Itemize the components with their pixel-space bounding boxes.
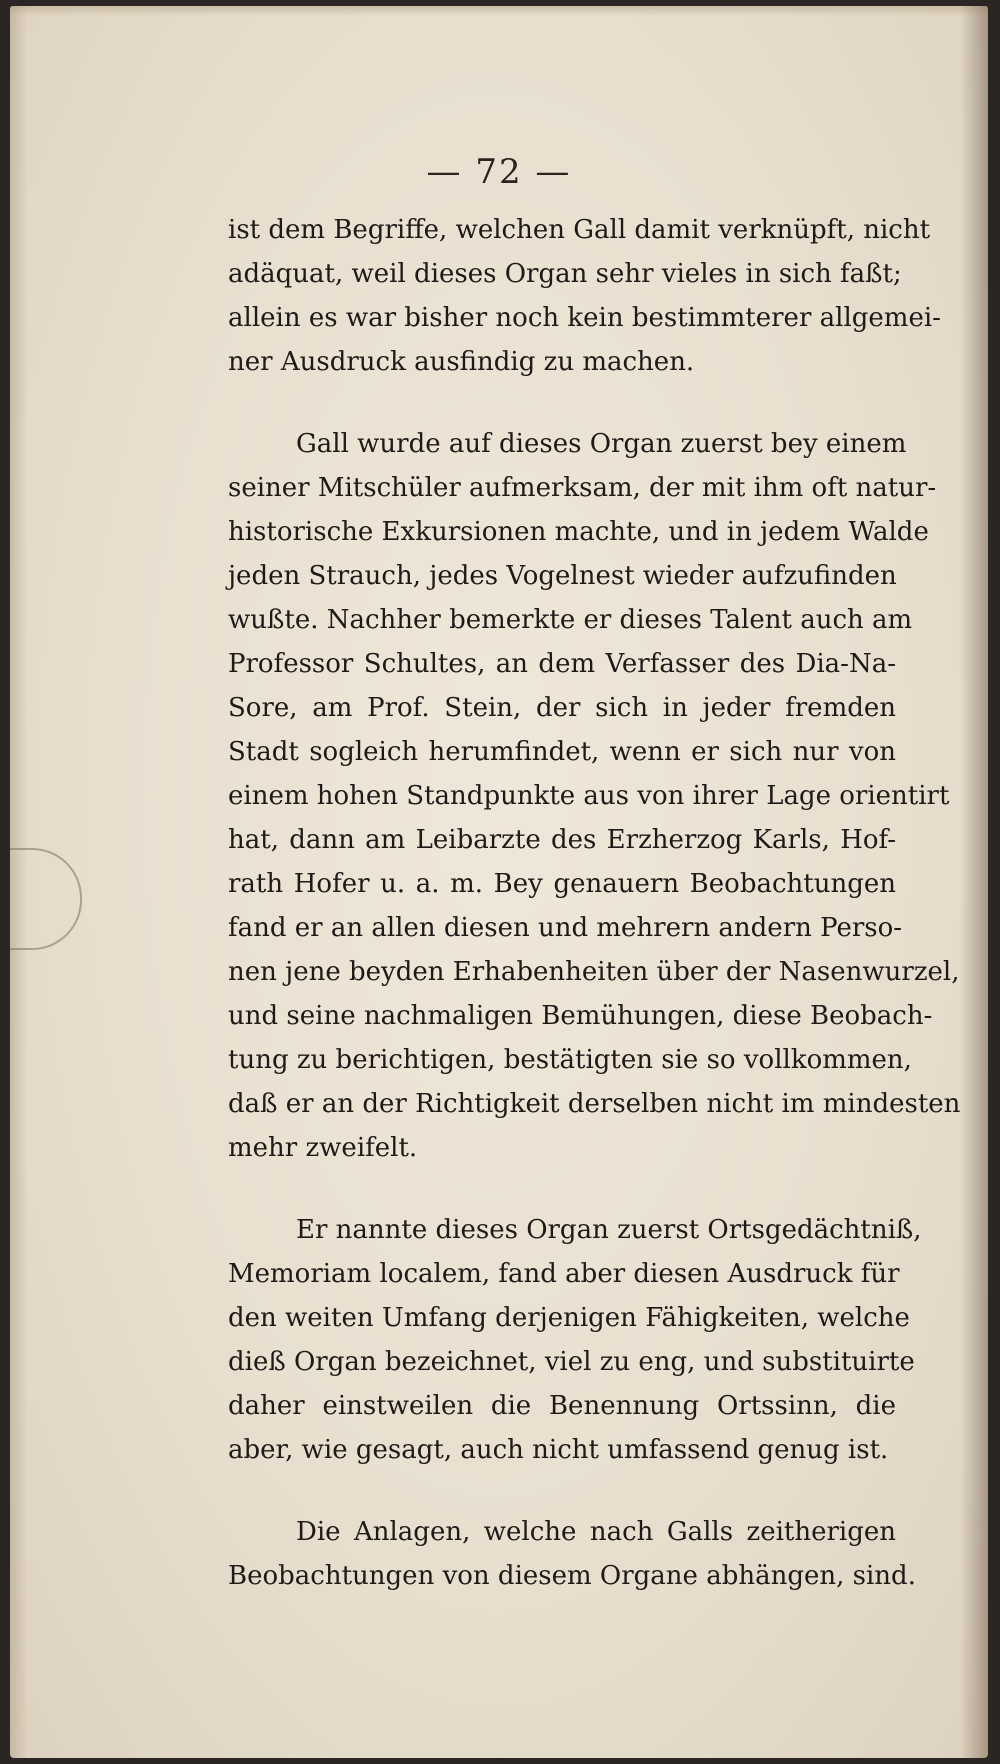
text-line: dieß Organ bezeichnet, viel zu eng, und substituirte [228, 1347, 915, 1377]
paragraph-gap [228, 1472, 896, 1510]
text-line: Sore, am Prof. Stein, der sich in jeder fremden [228, 693, 896, 723]
text-line: ist dem Begriffe, welchen Gall damit verknüpft, nicht [228, 215, 931, 245]
text-line: mehr zweifelt. [228, 1133, 418, 1163]
paragraph-gap [228, 384, 896, 422]
text-line: adäquat, weil dieses Organ sehr vieles in sich faßt; [228, 259, 902, 289]
text-line: und seine nachmaligen Bemühungen, diese Beobach- [228, 1001, 933, 1031]
paragraph-3 [228, 1208, 922, 1472]
text-line: ner Ausdruck ausfindig zu machen. [228, 347, 695, 377]
text-line: Professor Schultes, an dem Verfasser des Dia-Na- [228, 649, 896, 679]
paragraph-2 [228, 422, 961, 1170]
text-line: Memoriam localem, fand aber diesen Ausdruck für [228, 1259, 900, 1289]
page-clip-mark [10, 848, 82, 950]
text-line: jeden Strauch, jedes Vogelnest wieder aufzufinden [228, 561, 897, 591]
page-number: — 72 — [426, 152, 572, 192]
text-line: historische Exkursionen machte, und in jedem Walde [228, 517, 929, 547]
paragraph-1 [228, 208, 941, 384]
text-line: fand er an allen diesen und mehrern andern Perso- [228, 913, 903, 943]
paragraph-gap [228, 1170, 896, 1208]
text-line: Gall wurde auf dieses Organ zuerst bey einem [296, 429, 907, 459]
text-line: Beobachtungen von diesem Organe abhängen, sind. [228, 1561, 916, 1591]
text-line: allein es war bisher noch kein bestimmterer allgemei- [228, 303, 941, 333]
page-text-body [228, 208, 961, 1598]
text-line: den weiten Umfang derjenigen Fähigkeiten, welche [228, 1303, 910, 1333]
text-line: seiner Mitschüler aufmerksam, der mit ihm oft natur- [228, 473, 937, 503]
text-line: nen jene beyden Erhabenheiten über der Nasenwurzel, [228, 957, 960, 987]
text-line: aber, wie gesagt, auch nicht umfassend genug ist. [228, 1435, 889, 1465]
text-line: wußte. Nachher bemerkte er dieses Talent auch am [228, 605, 913, 635]
text-line: Stadt sogleich herumfindet, wenn er sich nur von [228, 737, 896, 767]
page-top-edge [10, 6, 988, 16]
book-page [10, 6, 988, 1758]
text-line: daher einstweilen die Benennung Ortssinn, die [228, 1391, 896, 1421]
text-line: rath Hofer u. a. m. Bey genauern Beobachtungen [228, 869, 896, 899]
text-line: einem hohen Standpunkte aus von ihrer Lage orientirt [228, 781, 950, 811]
text-line: hat, dann am Leibarzte des Erzherzog Karls, Hof- [228, 825, 896, 855]
page-gutter-shadow [960, 6, 988, 1758]
text-line: Die Anlagen, welche nach Galls zeitherigen [296, 1517, 896, 1547]
text-line: daß er an der Richtigkeit derselben nicht im mindesten [228, 1089, 961, 1119]
text-line: tung zu berichtigen, bestätigten sie so vollkommen, [228, 1045, 912, 1075]
text-line: Er nannte dieses Organ zuerst Ortsgedächtniß, [296, 1215, 922, 1245]
paragraph-4 [228, 1510, 916, 1598]
